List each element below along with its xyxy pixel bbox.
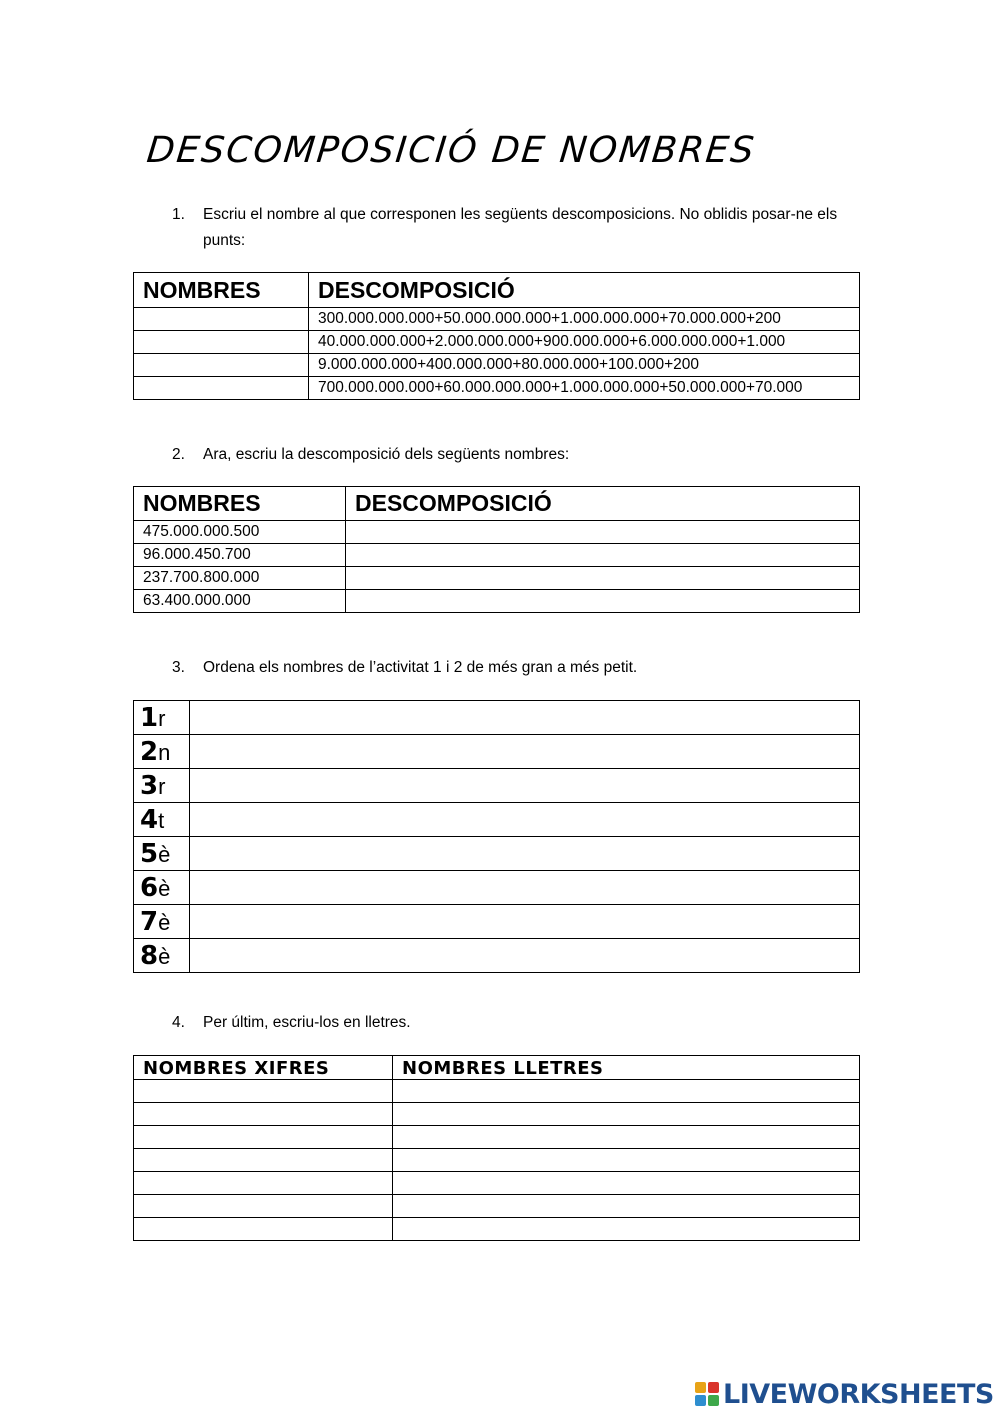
answer-cell[interactable] — [134, 1126, 393, 1149]
rank-label — [134, 803, 190, 837]
answer-cell[interactable] — [190, 769, 860, 803]
rank-digit: 7 — [140, 906, 159, 937]
rank-label — [134, 701, 190, 735]
logo-text: LIVEWORKSHEETS — [723, 1378, 994, 1410]
answer-cell[interactable] — [393, 1080, 860, 1103]
number-cell: 63.400.000.000 — [134, 590, 346, 613]
table-row — [134, 590, 860, 613]
table-row — [134, 567, 860, 590]
answer-cell[interactable] — [393, 1103, 860, 1126]
instruction-number: 3. — [172, 659, 185, 676]
instruction-3 — [172, 655, 852, 681]
header-nombres: NOMBRES — [134, 487, 346, 521]
table-row — [134, 308, 860, 331]
rank-digit: 6 — [140, 872, 159, 903]
answer-cell[interactable] — [134, 1080, 393, 1103]
table-row — [134, 331, 860, 354]
answer-cell[interactable] — [346, 590, 860, 613]
instruction-number: 2. — [172, 446, 185, 463]
rank-digit: 8 — [140, 940, 159, 971]
rank-label — [134, 871, 190, 905]
header-nombres: NOMBRES — [134, 273, 309, 308]
answer-cell[interactable] — [393, 1218, 860, 1241]
liveworksheets-logo[interactable] — [695, 1376, 994, 1412]
rank-digit: 3 — [140, 770, 159, 801]
answer-cell[interactable] — [134, 1195, 393, 1218]
decomposition-cell: 9.000.000.000+400.000.000+80.000.000+100.000+200 — [309, 354, 860, 377]
answer-cell[interactable] — [393, 1126, 860, 1149]
table-row — [134, 837, 860, 871]
answer-cell[interactable] — [190, 735, 860, 769]
header-nombres-lletres: NOMBRES LLETRES — [393, 1056, 860, 1080]
rank-suffix: è — [158, 841, 171, 867]
table-row — [134, 1126, 860, 1149]
answer-cell[interactable] — [346, 567, 860, 590]
table-row — [134, 1195, 860, 1218]
table-row — [134, 701, 860, 735]
header-descomposicio: DESCOMPOSICIÓ — [309, 273, 860, 308]
instruction-number: 1. — [172, 206, 185, 223]
instruction-4 — [172, 1010, 852, 1036]
answer-cell[interactable] — [190, 803, 860, 837]
number-cell: 237.700.800.000 — [134, 567, 346, 590]
header-nombres-xifres: NOMBRES XIFRES — [134, 1056, 393, 1080]
table-row — [134, 1080, 860, 1103]
answer-cell[interactable] — [134, 377, 309, 400]
decomposition-cell: 300.000.000.000+50.000.000.000+1.000.000.000+70.000.000+200 — [309, 308, 860, 331]
page-title: DESCOMPOSICIÓ DE NOMBRES — [144, 130, 758, 171]
instruction-1 — [172, 202, 852, 254]
logo-block — [695, 1382, 706, 1393]
rank-label — [134, 769, 190, 803]
answer-cell[interactable] — [134, 331, 309, 354]
rank-suffix: è — [158, 875, 171, 901]
table-row — [134, 871, 860, 905]
table-row — [134, 939, 860, 973]
answer-cell[interactable] — [393, 1149, 860, 1172]
table-row — [134, 803, 860, 837]
rank-label — [134, 735, 190, 769]
rank-label — [134, 837, 190, 871]
number-cell: 475.000.000.500 — [134, 521, 346, 544]
logo-block — [708, 1395, 719, 1406]
decomposition-cell: 700.000.000.000+60.000.000.000+1.000.000.000+50.000.000+70.000 — [309, 377, 860, 400]
rank-digit: 1 — [140, 702, 159, 733]
rank-digit: 5 — [140, 838, 159, 869]
logo-block — [695, 1395, 706, 1406]
answer-cell[interactable] — [393, 1195, 860, 1218]
table-row — [134, 1149, 860, 1172]
table-row — [134, 769, 860, 803]
table-row — [134, 521, 860, 544]
instruction-text: Escriu el nombre al que corresponen les següents descomposicions. No oblidis posar-ne els punts: — [203, 206, 838, 249]
answer-cell[interactable] — [190, 871, 860, 905]
table-row — [134, 735, 860, 769]
ordering-table — [133, 700, 860, 973]
table-row — [134, 905, 860, 939]
answer-cell[interactable] — [393, 1172, 860, 1195]
number-cell: 96.000.450.700 — [134, 544, 346, 567]
decomposition-table-2 — [133, 486, 860, 613]
answer-cell[interactable] — [190, 905, 860, 939]
answer-cell[interactable] — [134, 1103, 393, 1126]
answer-cell[interactable] — [134, 308, 309, 331]
rank-digit: 2 — [140, 736, 159, 767]
table-row — [134, 354, 860, 377]
instruction-text: Ordena els nombres de l’activitat 1 i 2 de més gran a més petit. — [203, 659, 638, 676]
table-row — [134, 1103, 860, 1126]
answer-cell[interactable] — [190, 701, 860, 735]
answer-cell[interactable] — [190, 939, 860, 973]
rank-suffix: r — [158, 705, 166, 731]
logo-block — [708, 1382, 719, 1393]
answer-cell[interactable] — [346, 544, 860, 567]
rank-suffix: t — [158, 807, 165, 833]
logo-blocks-icon — [695, 1382, 719, 1406]
rank-label — [134, 939, 190, 973]
rank-suffix: è — [158, 909, 171, 935]
rank-label — [134, 905, 190, 939]
instruction-text: Ara, escriu la descomposició dels següents nombres: — [203, 446, 570, 463]
table-row — [134, 1218, 860, 1241]
rank-digit: 4 — [140, 804, 159, 835]
answer-cell[interactable] — [346, 521, 860, 544]
rank-suffix: r — [158, 773, 166, 799]
instruction-text: Per últim, escriu-los en lletres. — [203, 1014, 411, 1031]
answer-cell[interactable] — [134, 1149, 393, 1172]
table-row — [134, 1172, 860, 1195]
instruction-2 — [172, 442, 852, 468]
table-row — [134, 544, 860, 567]
answer-cell[interactable] — [190, 837, 860, 871]
answer-cell[interactable] — [134, 1172, 393, 1195]
decomposition-cell: 40.000.000.000+2.000.000.000+900.000.000+6.000.000.000+1.000 — [309, 331, 860, 354]
answer-cell[interactable] — [134, 354, 309, 377]
instruction-number: 4. — [172, 1014, 185, 1031]
decomposition-table-1 — [133, 272, 860, 400]
header-descomposicio: DESCOMPOSICIÓ — [346, 487, 860, 521]
answer-cell[interactable] — [134, 1218, 393, 1241]
table-row — [134, 377, 860, 400]
rank-suffix: n — [158, 739, 171, 765]
rank-suffix: è — [158, 943, 171, 969]
letters-table — [133, 1055, 860, 1241]
